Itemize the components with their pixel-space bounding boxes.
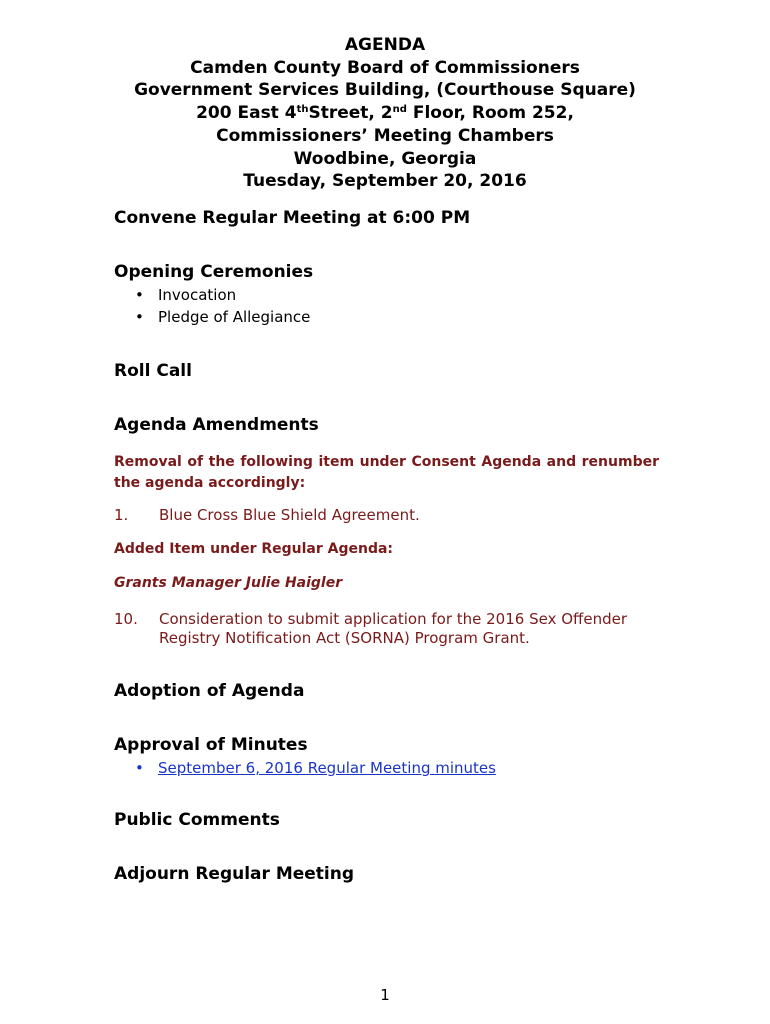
page-number: 1 [380,986,390,1004]
opening-ceremonies-list [135,284,310,328]
header-title: AGENDA [344,35,426,55]
section-roll-call: Roll Call [114,361,192,381]
header-building: Government Services Building, (Courthouse Square) [134,80,636,101]
header-chambers: Commissioners’ Meeting Chambers [216,125,554,146]
added-item [114,610,654,648]
header-date: Tuesday, September 20, 2016 [243,171,527,192]
removed-item-text: Blue Cross Blue Shield Agreement. [159,506,420,524]
address-part-a: 200 East 4 [196,103,297,124]
agenda-header [0,34,770,193]
minutes-link[interactable]: September 6, 2016 Regular Meeting minutes [158,759,496,777]
section-convene: Convene Regular Meeting at 6:00 PM [114,208,471,228]
list-item [135,306,310,328]
minutes-list [135,757,496,779]
bullet-icon: • [135,759,144,777]
header-address [0,102,770,125]
section-approval-of-minutes: Approval of Minutes [114,735,308,755]
added-item-heading: Added Item under Regular Agenda: [114,541,394,557]
section-agenda-amendments: Agenda Amendments [114,415,319,435]
address-part-b: Street, 2 [308,103,393,124]
address-part-c: Floor, Room 252, [406,103,574,124]
list-item [135,757,496,779]
list-item-label: Invocation [158,286,237,304]
removed-item [114,506,654,525]
section-opening-ceremonies: Opening Ceremonies [114,262,314,282]
header-board: Camden County Board of Commissioners [190,57,580,78]
section-public-comments: Public Comments [114,810,280,830]
added-item-text: Consideration to submit application for the 2016 Sex Offender Registry Notification Act (SORNA) Program Grant. [159,610,628,647]
address-sup-th: th [296,104,309,116]
amendment-note: Removal of the following item under Consent Agenda and renumber the agenda accordingly: [114,454,659,491]
section-adjourn: Adjourn Regular Meeting [114,864,355,884]
bullet-icon: • [135,286,144,304]
bullet-icon: • [135,308,144,326]
added-item-presenter: Grants Manager Julie Haigler [114,575,343,591]
list-item-label: Pledge of Allegiance [158,308,311,326]
added-item-number: 10. [114,610,138,628]
header-city: Woodbine, Georgia [293,148,477,169]
section-adoption-of-agenda: Adoption of Agenda [114,681,305,701]
address-sup-nd: nd [392,104,407,116]
removed-item-number: 1. [114,506,129,524]
list-item [135,284,310,306]
